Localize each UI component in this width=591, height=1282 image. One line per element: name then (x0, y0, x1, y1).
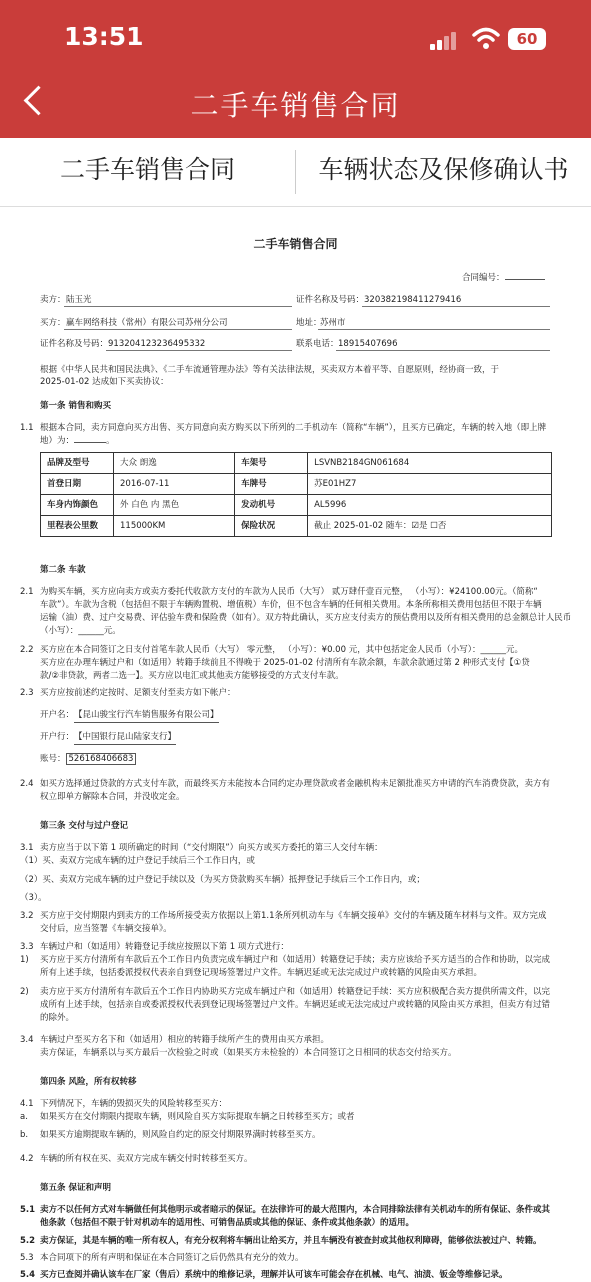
clause-no: 3.2 (20, 911, 34, 921)
account-name: 开户名：【昆山骏宝行汽车销售服务有限公司】 (40, 709, 219, 723)
section-5-title: 第五条 保证和声明 (40, 1183, 111, 1193)
phone-label: 联系电话： (296, 339, 339, 349)
clause-no: 5.2 (20, 1236, 36, 1246)
clause-3-1-option-3: （3）。 (20, 893, 47, 903)
clause-no: 5.1 (20, 1205, 36, 1215)
table-row: 里程表公里数 115000KM 保险状况 截止 2025-01-02 随车：☑是 ☐否 (41, 516, 552, 537)
clause-no: 2.4 (20, 779, 34, 789)
clause-3-4-line-1: 车辆过户至买方名下和（如适用）相应的转籍手续所产生的费用由买方承担。 (40, 1035, 330, 1045)
clause-3-3-2-line-1: 卖方应于买方付清所有车款后五个工作日内协助买方完成车辆过户和（如适用）转籍登记手续：买方应积极配合卖方提供所需文件，以完 (40, 987, 551, 997)
clause-4-1-a: 如果买方在交付期限内提取车辆，则风险自买方实际提取车辆之日转移至买方；或者 (40, 1112, 355, 1122)
clause-5-4: 买方已查阅并确认该车在厂家（售后）系统中的维修记录，理解并认可该车可能会存在机械、电气、油渍、钣金等维修记录。 (40, 1270, 508, 1280)
clause-no: 4.2 (20, 1154, 34, 1164)
address-value: 苏州市 (320, 318, 346, 328)
clause-2-4-line-1: 如买方选择通过贷款的方式支付车款，而最终买方未能按本合同约定办理贷款或者金融机构未足额批准买方申请的汽车消费贷款，卖方有 (40, 779, 551, 789)
clause-4-1: 下列情况下，车辆的毁损灭失的风险转移至买方： (40, 1099, 228, 1109)
clause-3-4-line-2: 卖方保证，车辆系以与买方最后一次检验之时或（如果买方未检验的）本合同签订之日相同的状态交付给买方。 (40, 1048, 457, 1058)
contract-no: 合同编号： (462, 272, 545, 285)
clause-2-4-line-2: 权立即单方解除本合同，并没收定金。 (40, 792, 185, 802)
clause-no: 3.3 (20, 942, 34, 952)
clause-no: 2.1 (20, 587, 34, 597)
account-number: 账号： 526168406683 (40, 753, 136, 766)
clause-no: 4.1 (20, 1099, 34, 1109)
clause-no: 2.2 (20, 645, 34, 655)
clause-3-1-option-1: （1）买、卖双方完成车辆的过户登记手续后三个工作日内，或 (20, 856, 255, 866)
clause-5-2: 卖方保证，其是车辆的唯一所有权人，有充分权利将车辆出让给买方，并且车辆没有被查封或其他权利障碍，能够依法被过户、转籍。 (40, 1236, 542, 1246)
section-3-title: 第三条 交付与过户登记 (40, 821, 128, 831)
tab-sales-contract[interactable]: 二手车销售合同 (59, 155, 235, 184)
clause-3-3-1-line-1: 买方应于买方付清所有车款后五个工作日内负责完成车辆过户和（如适用）转籍登记手续；卖方应该给予买方适当的合作和协助，以完成 (40, 955, 551, 965)
clause-no: 5.3 (20, 1253, 34, 1263)
clause-2-3: 买方应按前述约定按时、足额支付至卖方如下帐户： (40, 688, 236, 698)
buyer-id-value: 913204123236495332 (108, 339, 206, 349)
clause-no: 3.4 (20, 1035, 34, 1045)
buyer-value: 赢车网络科技（常州）有限公司苏州分公司 (66, 318, 228, 328)
account-bank: 开户行：【中国银行昆山陆家支行】 (40, 731, 176, 745)
clause-3-3: 车辆过户和（如适用）转籍登记手续应按照以下第 1 项方式进行： (40, 942, 289, 952)
clause-3-2-line-1: 买方应于交付期限内到卖方的工作场所接受卖方依据以上第1.1条所列机动车与《车辆交接单》交付的车辆及随车材料与文件。双方完成 (40, 911, 547, 921)
address-label: 地址： (296, 318, 322, 328)
clause-no: 1.1 (20, 423, 34, 433)
clause-no: 2.3 (20, 688, 34, 698)
clause-5-3: 本合同项下的所有声明和保证在本合同签订之后仍然具有充分的效力。 (40, 1253, 304, 1263)
section-2-title: 第二条 车款 (40, 565, 86, 575)
clause-1-1-line-2: 地）为： 。 (40, 436, 115, 446)
item-marker: 2) (20, 987, 29, 997)
buyer-id-label: 证件名称及号码： (40, 339, 109, 349)
item-marker: b. (20, 1130, 29, 1140)
section-4-title: 第四条 风险，所有权转移 (40, 1077, 137, 1087)
clause-2-1-line-1: 为购买车辆，买方应向卖方或卖方委托代收款方支付的车款为人民币（大写） 贰万肆仟壹百元整， （小写）：¥24100.00元。（简称“ (40, 587, 538, 597)
clause-4-1-b: 如果买方逾期提取车辆的，则风险自约定的原交付期限界满时转移至买方。 (40, 1130, 321, 1140)
clause-no: 3.1 (20, 843, 34, 853)
contract-document[interactable] (0, 206, 591, 1280)
clause-3-1-option-2: （2）买、卖双方完成车辆的过户登记手续以及（为买方贷款购买车辆）抵押登记手续后三个工作日内，或； (20, 875, 425, 885)
table-row: 品牌及型号 大众 朗逸 车架号 LSVNB2184GN061684 (41, 453, 552, 474)
clause-4-2: 车辆的所有权在买、卖双方完成车辆交付时转移至买方。 (40, 1154, 253, 1164)
seller-id-value: 320382198411279416 (364, 295, 462, 305)
seller-id-label: 证件名称及号码： (296, 295, 365, 305)
tab-bar (0, 138, 591, 207)
item-marker: 1) (20, 955, 29, 965)
table-row: 首登日期 2016-07-11 车牌号 苏E01HZ7 (41, 474, 552, 495)
clause-2-2-line-2: 买方应在办理车辆过户和（如适用）转籍手续前且不得晚于 2025-01-02 付清所有车款余额，车款余款通过第 2 种形式支付【①贷 (40, 658, 530, 668)
section-1-title: 第一条 销售和购买 (40, 401, 111, 411)
clause-1-1-line-1: 根据本合同，卖方同意向买方出售、买方同意向卖方购买以下所列的二手机动车（简称“车辆”），且买方已确定，车辆的转入地（即上牌 (40, 423, 547, 433)
clause-5-1-line-1: 卖方不以任何方式对车辆做任何其他明示或者暗示的保证。在法律许可的最大范围内，本合同排除法律有关机动车的所有保证、条件或其 (40, 1205, 551, 1215)
app-header (0, 0, 591, 138)
table-row: 车身内饰颜色 外 白色 内 黑色 发动机号 AL5996 (41, 495, 552, 516)
clause-2-2-line-1: 买方应在本合同签订之日支付首笔车款人民币（大写） 零元整， （小写）：¥0.00 元，其中包括定金人民币（小写）：______元。 (40, 645, 523, 655)
wifi-icon (472, 26, 500, 50)
intro-line-2: 2025-01-02 达成如下买卖协议： (40, 377, 169, 387)
clause-2-2-line-3: 款/②非贷款，两者二选一】。买方应以电汇或其他卖方能够接受的方式支付车款。 (40, 671, 344, 681)
status-time: 13:51 (64, 22, 144, 51)
page-title: 二手车销售合同 (190, 89, 401, 122)
seller-label: 卖方： (40, 295, 66, 305)
signal-icon (430, 30, 464, 50)
buyer-label: 买方： (40, 318, 66, 328)
clause-no: 5.4 (20, 1270, 36, 1280)
clause-3-1: 卖方应当于以下第 1 项所确定的时间（“交付期限”）向买方或买方委托的第三人交付车辆： (40, 843, 383, 853)
clause-2-1-line-3: 运输（油）费、过户交易费、评估验车费和保险费（如有）。双方特此确认，买方应支付卖方的预估费用以及所有相关费用的总金额总计人民币 (40, 613, 572, 623)
battery-indicator: 60 (508, 28, 546, 50)
clause-2-1-line-2: 车款”）。车款为含税（包括但不限于车辆购置税、增值税）车价，但不包含车辆的任何相关费用。本条所称相关费用包括但不限于车辆 (40, 600, 542, 610)
item-marker: a. (20, 1112, 28, 1122)
clause-3-3-2-line-3: 的除外。 (40, 1013, 75, 1023)
document-title: 二手车销售合同 (253, 237, 338, 251)
seller-value: 陆玉光 (66, 295, 92, 305)
clause-2-1-line-4: （小写）：______元。 (40, 626, 121, 636)
clause-3-3-2-line-2: 成所有上述手续，包括亲自或委派授权代表到登记现场签署过户文件。车辆迟延或无法完成过户或转籍的风险由买方承担，但卖方有过错 (40, 1000, 551, 1010)
phone-value: 18915407696 (338, 339, 398, 349)
clause-5-1-line-2: 他条款（包括但不限于针对机动车的适用性、可销售品质或其他的保证、条件或其他条款）的适用。 (40, 1218, 415, 1228)
clause-3-2-line-2: 交付后，应当签署《车辆交接单》。 (40, 924, 172, 934)
intro-line-1: 根据《中华人民共和国民法典》、《二手车流通管理办法》等有关法律法规，买卖双方本着平等、自愿原则，经协商一致，于 (40, 365, 500, 375)
vehicle-info-table (40, 452, 552, 537)
tab-vehicle-status[interactable]: 车辆状态及保修确认书 (318, 155, 569, 184)
clause-3-3-1-line-2: 所有上述手续，包括委派授权代表亲自到登记现场签署过户文件。车辆迟延或无法完成过户或转籍的风险由买方承担。 (40, 968, 483, 978)
